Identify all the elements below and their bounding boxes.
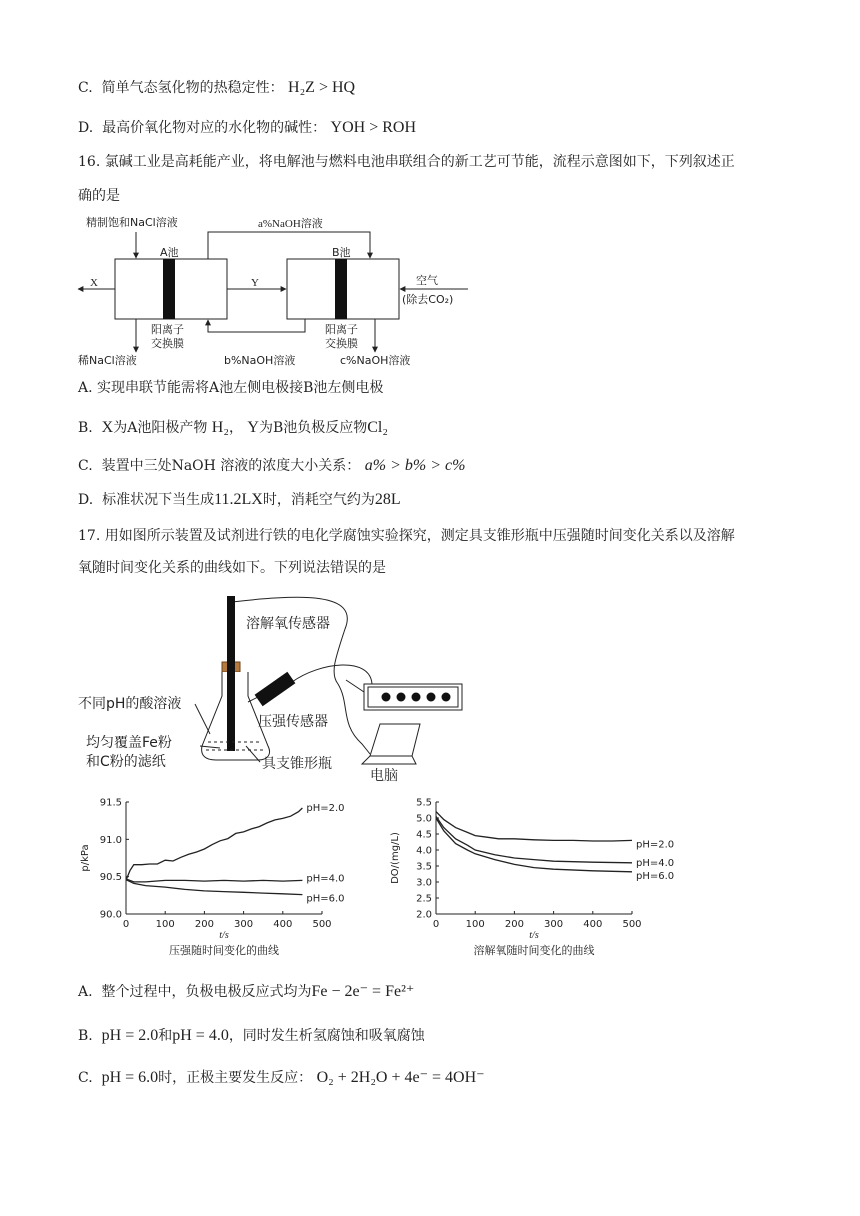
chart2-series-2-label: pH=4.0 bbox=[636, 857, 675, 869]
q15-option-d: D. 最高价氧化物对应的水化物的碱性： YOH > ROH bbox=[78, 119, 417, 136]
q16-option-a: A. 实现串联节能需将A池左侧电极接B池左侧电极 bbox=[78, 380, 384, 396]
tank-a-membrane bbox=[163, 259, 175, 319]
chart1-x-tick-label: 0 bbox=[122, 919, 130, 930]
chart2-x-tick-label: 500 bbox=[622, 919, 642, 930]
paper-label-l1: 均匀覆盖Fe粉 bbox=[86, 735, 172, 751]
chart2-x-tick-label: 200 bbox=[504, 919, 524, 930]
computer bbox=[370, 724, 420, 756]
q15-option-c-formula: H₂Z > HQ bbox=[288, 79, 356, 96]
q17-option-b: B. pH = 2.0和pH = 4.0，同时发生析氢腐蚀和吸氧腐蚀 bbox=[78, 1027, 425, 1044]
chart1-x-tick-label: 100 bbox=[155, 919, 175, 930]
chart1-series-1-line bbox=[126, 808, 302, 880]
chart2-y-tick-label: 3.0 bbox=[416, 877, 432, 889]
chart1-x-tick-label: 200 bbox=[194, 919, 214, 930]
chart2-y-tick-label: 4.5 bbox=[416, 829, 432, 841]
q15-option-c: C. 简单气态氢化物的热稳定性： H₂Z > HQ bbox=[78, 79, 356, 96]
chart1-series-2-label: pH=4.0 bbox=[306, 873, 345, 885]
computer-label: 电脑 bbox=[370, 768, 398, 784]
pressure-sensor-cable bbox=[292, 665, 372, 684]
chart2-series-3-label: pH=6.0 bbox=[636, 870, 675, 882]
membrane-a-l2: 交换膜 bbox=[151, 337, 184, 350]
q16-option-d: D. 标准状况下当生成11.2LX时，消耗空气约为28L bbox=[78, 491, 401, 508]
q17-stem-line2: 氧随时间变化关系的曲线如下。下列说法错误的是 bbox=[78, 560, 386, 576]
top-flow-label: a%NaOH溶液 bbox=[258, 218, 323, 230]
q17-option-c: C. pH = 6.0时，正极主要发生反应： O₂ + 2H₂O + 4e⁻ = 4OH⁻ bbox=[78, 1069, 485, 1086]
chart2-x-tick-label: 0 bbox=[432, 919, 440, 930]
chart2-y-tick-label: 5.5 bbox=[416, 797, 432, 809]
chart2-y-tick-label: 2.0 bbox=[416, 909, 432, 921]
tank-b-label: B池 bbox=[332, 246, 351, 259]
air-note: (除去CO₂) bbox=[402, 293, 454, 306]
q16-option-c: C. 装置中三处NaOH 溶液的浓度大小关系： a% > b% > c% bbox=[78, 457, 466, 474]
chart2-y-tick-label: 4.0 bbox=[416, 845, 432, 857]
out-a-label: 稀NaCl溶液 bbox=[78, 354, 137, 367]
tank-a-label: A池 bbox=[160, 246, 179, 259]
q17-apparatus bbox=[70, 584, 490, 784]
feed-label: 精制饱和NaCl溶液 bbox=[86, 216, 178, 229]
chart2-x-tick-label: 100 bbox=[465, 919, 485, 930]
chart1-series-3-label: pH=6.0 bbox=[306, 893, 345, 905]
chart2-x-axis-label: t/s bbox=[529, 930, 539, 941]
chart1-title: 压强随时间变化的曲线 bbox=[169, 944, 279, 957]
pressure-sensor-label: 压强传感器 bbox=[258, 714, 328, 730]
chart2-series-3-line bbox=[436, 818, 632, 872]
membrane-a-l1: 阳离子 bbox=[151, 323, 184, 336]
tank-b-membrane bbox=[335, 259, 347, 319]
chart2-title: 溶解氧随时间变化的曲线 bbox=[473, 944, 595, 957]
mid-flow-label: b%NaOH溶液 bbox=[224, 354, 296, 367]
chart2-y-tick-label: 5.0 bbox=[416, 813, 432, 825]
chart2-y-tick-label: 3.5 bbox=[416, 861, 432, 873]
q17-stem-line1: 17. 用如图所示装置及试剂进行铁的电化学腐蚀实验探究，测定具支锥形瓶中压强随时间变化关系以及溶解 bbox=[78, 528, 735, 544]
acid-label: 不同pH的酸溶液 bbox=[78, 696, 182, 712]
q15-option-d-text: 最高价氧化物对应的水化物的碱性： bbox=[102, 120, 327, 136]
q17-option-a: A. 整个过程中，负极电极反应式均为Fe − 2e⁻ = Fe²⁺ bbox=[78, 983, 415, 1000]
flask-label: 具支锥形瓶 bbox=[262, 756, 332, 772]
chart1-y-tick-label: 91.0 bbox=[99, 834, 122, 846]
y-label: Y bbox=[251, 277, 259, 289]
chart1-series-2-line bbox=[126, 879, 302, 882]
q16-stem-line2: 确的是 bbox=[78, 188, 120, 204]
chart1-y-tick-label: 90.0 bbox=[99, 909, 122, 921]
chart1-series-1-label: pH=2.0 bbox=[306, 802, 345, 814]
chart2-x-tick-label: 300 bbox=[544, 919, 564, 930]
air-label: 空气 bbox=[416, 274, 438, 287]
chart1-x-axis-label: t/s bbox=[219, 930, 229, 941]
q16-diagram bbox=[70, 212, 470, 372]
chart1-y-axis-label: p/kPa bbox=[80, 844, 91, 872]
chart2-y-axis-label: DO/(mg/L) bbox=[390, 832, 401, 884]
membrane-b-l2: 交换膜 bbox=[325, 337, 358, 350]
chart2-x-tick-label: 400 bbox=[583, 919, 603, 930]
q15-option-c-text: 简单气态氢化物的热稳定性： bbox=[101, 80, 284, 96]
chart2-series-1-line bbox=[436, 812, 632, 841]
pressure-sensor bbox=[255, 672, 296, 706]
x-label: X bbox=[90, 277, 98, 289]
do-chart bbox=[380, 792, 675, 962]
chart1-x-tick-label: 500 bbox=[312, 919, 332, 930]
chart1-x-tick-label: 300 bbox=[234, 919, 254, 930]
out-b-label: c%NaOH溶液 bbox=[340, 354, 411, 367]
chart2-series-1-label: pH=2.0 bbox=[636, 839, 675, 851]
chart1-y-tick-label: 91.5 bbox=[99, 797, 122, 809]
q15-option-d-formula: YOH > ROH bbox=[330, 119, 417, 136]
q16-stem-line1: 16. 氯碱工业是高耗能产业，将电解池与燃料电池串联组合的新工艺可节能，流程示意图如下，下列叙述正 bbox=[78, 154, 735, 170]
chart2-y-tick-label: 2.5 bbox=[416, 893, 432, 905]
membrane-b-l1: 阳离子 bbox=[325, 323, 358, 336]
chart1-y-tick-label: 90.5 bbox=[99, 872, 122, 884]
paper-label-l2: 和C粉的滤纸 bbox=[86, 754, 166, 770]
pressure-chart bbox=[70, 792, 360, 962]
chart1-x-tick-label: 400 bbox=[273, 919, 293, 930]
do-sensor-label: 溶解氧传感器 bbox=[246, 616, 330, 632]
q16-option-b: B. X为A池阳极产物 H₂， Y为B池负极反应物Cl₂ bbox=[78, 419, 388, 436]
